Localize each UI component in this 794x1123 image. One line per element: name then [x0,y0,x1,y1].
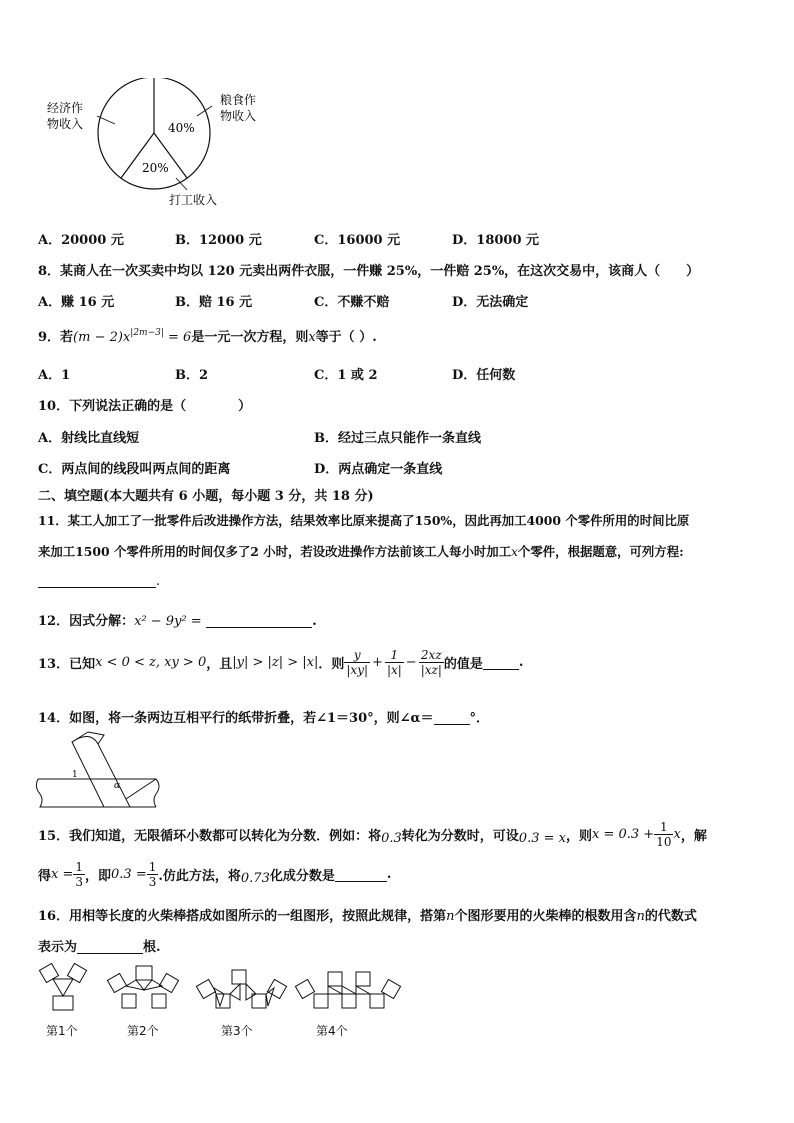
figure-label-4: 第4个 [316,1024,348,1038]
q9-prefix: 9．若 [38,330,74,345]
q15-line1: 15．我们知道，无限循环小数都可以转化为分数．例如：将 0.3 转化为分数时，可设 0.3 = x ，则 x = 0.3 + $\frac{1}{10}$ x ，解 [38,820,707,849]
q11-line1: 11．某工人加工了一批零件后改进操作方法，结果效率比原来提高了150%，因此再加工4000 个零件所用的时间比原 [38,513,690,528]
q7-option-b[interactable]: B．12000 元 [175,233,262,248]
q12-answer-blank[interactable] [206,613,312,628]
q9-option-d[interactable]: D．任何数 [452,368,516,383]
q9-option-a[interactable]: A．1 [38,368,71,383]
figure-2 [107,966,178,1008]
q13-answer-blank[interactable] [483,655,519,670]
q7-option-c[interactable]: C．16000 元 [314,233,401,248]
q14-text: 14．如图，将一条两边互相平行的纸带折叠，若∠1＝30°，则∠α＝ °． [38,711,490,726]
pie-label-grain-2: 物收入 [220,109,257,123]
q7-option-d[interactable]: D．18000 元 [452,233,540,248]
section-title: 二、填空题(本大题共有 6 小题，每小题 3 分，共 18 分) [38,489,374,504]
q10-option-c[interactable]: C．两点间的线段叫两点间的距离 [38,462,231,477]
q10-option-b[interactable]: B．经过三点只能作一条直线 [314,431,481,446]
q15-line2: 得 x = $\frac{1}{3}$ ，即 0.3 = $\frac{1}{3}$ .仿此方法，将 0.73 化成分数是 . [38,860,392,889]
q10-option-d[interactable]: D．两点确定一条直线 [314,462,443,477]
pie-label-econ: 经济作 [47,101,84,115]
q9-text [38,326,377,345]
figure-4 [295,972,400,1008]
figure-label-1: 第1个 [46,1024,78,1038]
q9-option-b[interactable]: B．2 [175,368,209,383]
q16-line1: 16．用相等长度的火柴棒搭成如图所示的一组图形，按照此规律，搭第n个图形要用的火柴棒的根数用含n的代数式 [38,909,697,924]
figure-1 [39,963,86,1010]
angle-1-label: 1 [72,770,78,780]
q11-line2: 来加工1500 个零件所用的时间仅多了2 小时，若设改进操作方法前该工人每小时加工x个零件，根据题意，可列方程: [38,544,684,559]
q14-answer-blank[interactable] [434,710,470,725]
folded-strip-figure [30,730,170,812]
figure-label-2: 第2个 [127,1024,159,1038]
pie-label-grain: 粮食作 [220,93,257,107]
q16-answer-blank[interactable] [77,939,143,954]
figure-label-3: 第3个 [221,1024,253,1038]
pie-label-20: 20% [142,161,169,175]
q9-suffix-2: 等于（ ）. [315,330,377,345]
q8-text: 8．某商人在一次买卖中均以 120 元卖出两件衣服，一件赚 25%，一件赔 25%，在这次交易中，该商人（ ） [38,264,700,279]
q9-math: $(m - 2)x^{|2m-3|} = 6$ [73,328,192,345]
q8-option-d[interactable]: D．无法确定 [452,295,529,310]
figure-3 [196,970,286,1008]
pie-label-40: 40% [168,121,195,135]
pie-label-econ-2: 物收入 [47,117,84,131]
q9-option-c[interactable]: C．1 或 2 [314,368,378,383]
q8-option-a[interactable]: A．赚 16 元 [38,295,115,310]
q13-text: 13．已知 x < 0 < z, xy > 0 ，且 |y| > |z| > |x| ．则 $\frac{y}{|xy|}$ + $\frac{1}{|x|}$ − $\frac{2xz}{|xz|}$ 的值是 . [38,648,524,677]
q8-option-b[interactable]: B．赔 16 元 [175,295,253,310]
q9-suffix-1: 是一元一次方程，则 [191,330,309,345]
q15-answer-blank[interactable] [335,867,387,882]
q12-text: 12．因式分解：x² − 9y² = . [38,614,317,629]
q10-text: 10．下列说法正确的是（ ） [38,399,252,414]
pie-label-work: 打工收入 [169,193,218,207]
q9-var: x [308,330,316,345]
q11-answer-blank[interactable]: . [38,573,160,589]
q16-line2: 表示为 根. [38,940,161,955]
q12-math: x² − 9y² = [134,614,202,629]
q8-option-c[interactable]: C．不赚不赔 [314,295,390,310]
q7-option-a[interactable]: A．20000 元 [38,233,124,248]
angle-alpha-label: α [114,781,121,791]
q10-option-a[interactable]: A．射线比直线短 [38,431,140,446]
income-pie-chart [40,78,280,213]
